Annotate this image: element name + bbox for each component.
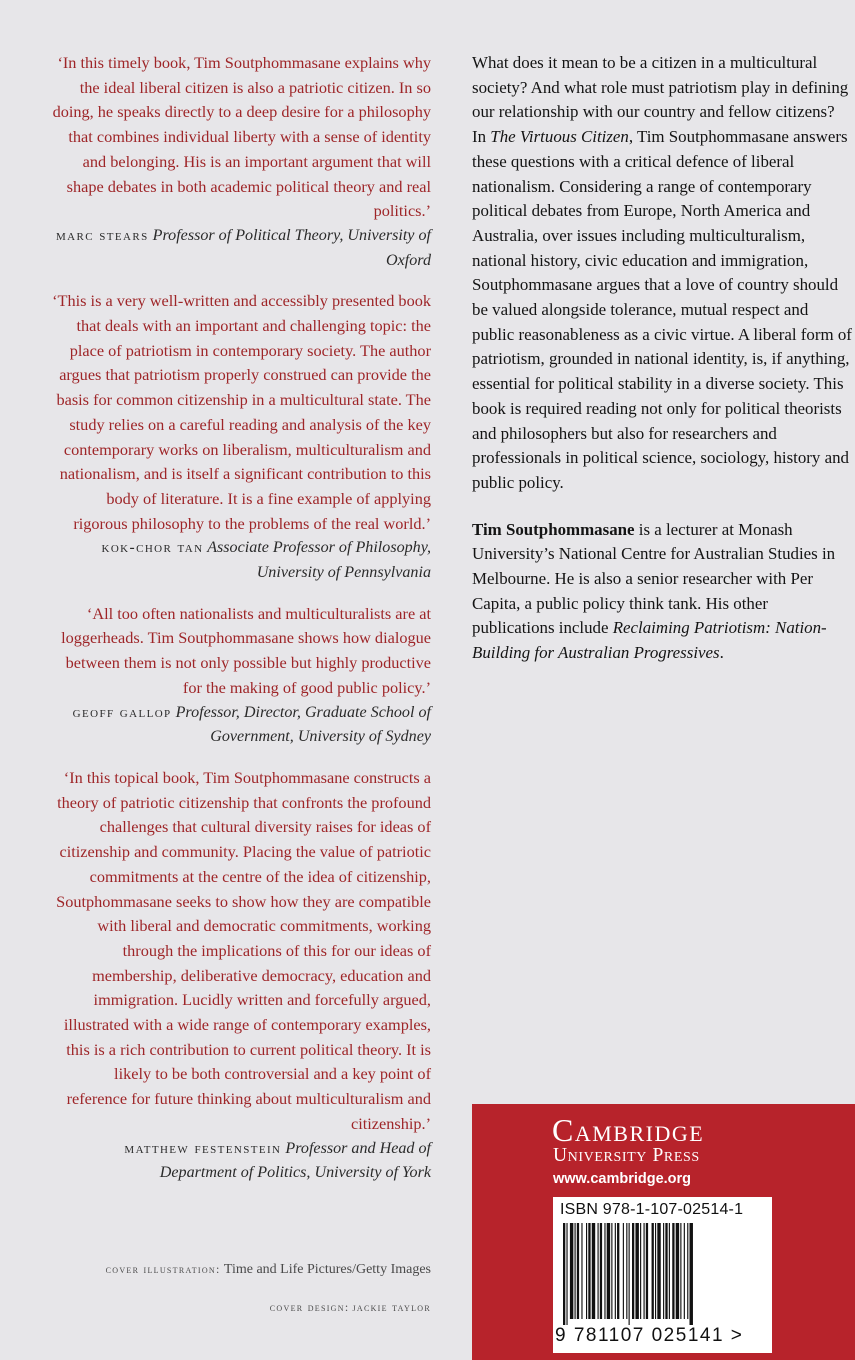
publisher-url: www.cambridge.org <box>553 1171 692 1187</box>
endorsements <box>50 51 431 1202</box>
endorsement-attribution <box>50 536 431 585</box>
endorser-name: marc stears <box>55 226 149 244</box>
author-bio-paragraph <box>472 518 852 666</box>
endorser-title: Associate Professor of Philosophy, University of Pennsylvania <box>207 539 431 582</box>
book-description <box>472 51 852 688</box>
endorser-name: geoff gallop <box>72 703 172 721</box>
endorsement-2 <box>50 289 431 585</box>
publisher-block <box>472 1104 855 1360</box>
endorsement-3 <box>50 602 431 750</box>
endorser-name: matthew festenstein <box>124 1139 282 1157</box>
synopsis-paragraph <box>472 51 852 496</box>
publisher-logo <box>552 1112 704 1148</box>
cover-design-credit <box>50 1300 431 1315</box>
book-title: The Virtuous Citizen <box>490 127 629 147</box>
author-name: Tim Soutphommasane <box>472 519 635 539</box>
endorsement-attribution <box>50 701 431 750</box>
endorsement-1 <box>50 51 431 273</box>
endorsement-attribution <box>50 224 431 273</box>
credit-label: cover design: <box>269 1300 350 1314</box>
author-bio-end: . <box>719 643 724 663</box>
endorsement-attribution <box>50 1137 431 1186</box>
endorser-title: Professor of Political Theory, University of Oxford <box>152 226 431 269</box>
barcode-icon <box>563 1223 763 1325</box>
endorser-name: kok-chor tan <box>101 539 204 557</box>
endorser-title: Professor and Head of Department of Politics, University of York <box>159 1139 431 1182</box>
endorsement-4 <box>50 766 431 1186</box>
cover-illustration-credit <box>50 1262 431 1278</box>
endorsement-quote: ‘In this topical book, Tim Soutphommasane constructs a theory of patriotic citizenship that confronts the profound challenges that cultural diversity raises for ideas of citizenship and community. Placing the value of patriotic commitments at the centre of the idea of citizenship, Soutphommasane seeks to show how they are compatible with liberal and democratic commitments, working through the implications of this for our ideas of membership, deliberative democracy, education and immigration. Lucidly written and forcefully argued, illustrated with a wide range of contemporary examples, this is a rich contribution to current political theory. It is likely to be both controversial and a key point of reference for future thinking about multiculturalism and citizenship.’ <box>56 767 431 1133</box>
publisher-subtitle-wrap <box>553 1145 700 1167</box>
isbn-barcode <box>553 1197 772 1353</box>
publisher-name: Cambridge <box>552 1112 705 1148</box>
synopsis-text: , Tim Soutphommasane answers these questions with a critical defence of liberal nationalism. Considering a range of contemporary political debates from Europe, North America and Australia, over issues including multiculturalism, national history, civic education and immigration, Soutphommasane argues that a love of country should be valued alongside tolerance, mutual respect and public reasonableness as a civic virtue. A liberal form of patriotism, grounded in national identity, is, if anything, essential for political stability in a diverse society. This book is required reading not only for political theorists and philosophers but also for researchers and professionals in political science, sociology, history and public policy. <box>472 127 852 492</box>
credit-value: Time and Life Pictures/Getty Images <box>223 1262 431 1277</box>
endorsement-quote: ‘In this timely book, Tim Soutphommasane explains why the ideal liberal citizen is also a patriotic citizen. In so doing, he speaks directly to a deep desire for a philosophy that combines individual liberty with a sense of identity and belonging. His is an important argument that will shape debates in both academic political theory and real politics.’ <box>52 53 431 221</box>
credit-value: jackie taylor <box>352 1300 431 1314</box>
endorsement-quote: ‘All too often nationalists and multiculturalists are at loggerheads. Tim Soutphommasane shows how dialogue between them is not only possible but highly productive for the making of good public policy.’ <box>61 603 431 697</box>
isbn-label: ISBN 978-1-107-02514-1 <box>560 1201 744 1218</box>
publisher-subtitle: University Press <box>553 1145 700 1166</box>
author-bio-text: is a lecturer at Monash University’s National Centre for Australian Studies in Melbourne. He is also a senior researcher with Per Capita, a public policy think tank. His other publications include <box>472 519 836 638</box>
endorser-title: Professor, Director, Graduate School of Government, University of Sydney <box>175 703 431 746</box>
synopsis-text: What does it mean to be a citizen in a multicultural society? And what role must patriotism play in defining our relationship with our country and fellow citizens? In <box>472 53 849 147</box>
other-book-title: Reclaiming Patriotism: Nation-Building for Australian Progressives <box>472 618 827 663</box>
endorsement-quote: ‘This is a very well-written and accessibly presented book that deals with an important and challenging topic: the place of patriotism in contemporary society. The author argues that patriotism properly construed can provide the basis for common citizenship in a multicultural state. The study relies on a careful reading and analysis of the key contemporary works on liberalism, multiculturalism and nationalism, and is itself a significant contribution to this body of literature. It is a fine example of applying rigorous philosophy to the problems of the real world.’ <box>52 291 431 533</box>
barcode-digits: 9 781107 025141 > <box>555 1325 744 1346</box>
credit-label: cover illustration: <box>105 1262 221 1276</box>
